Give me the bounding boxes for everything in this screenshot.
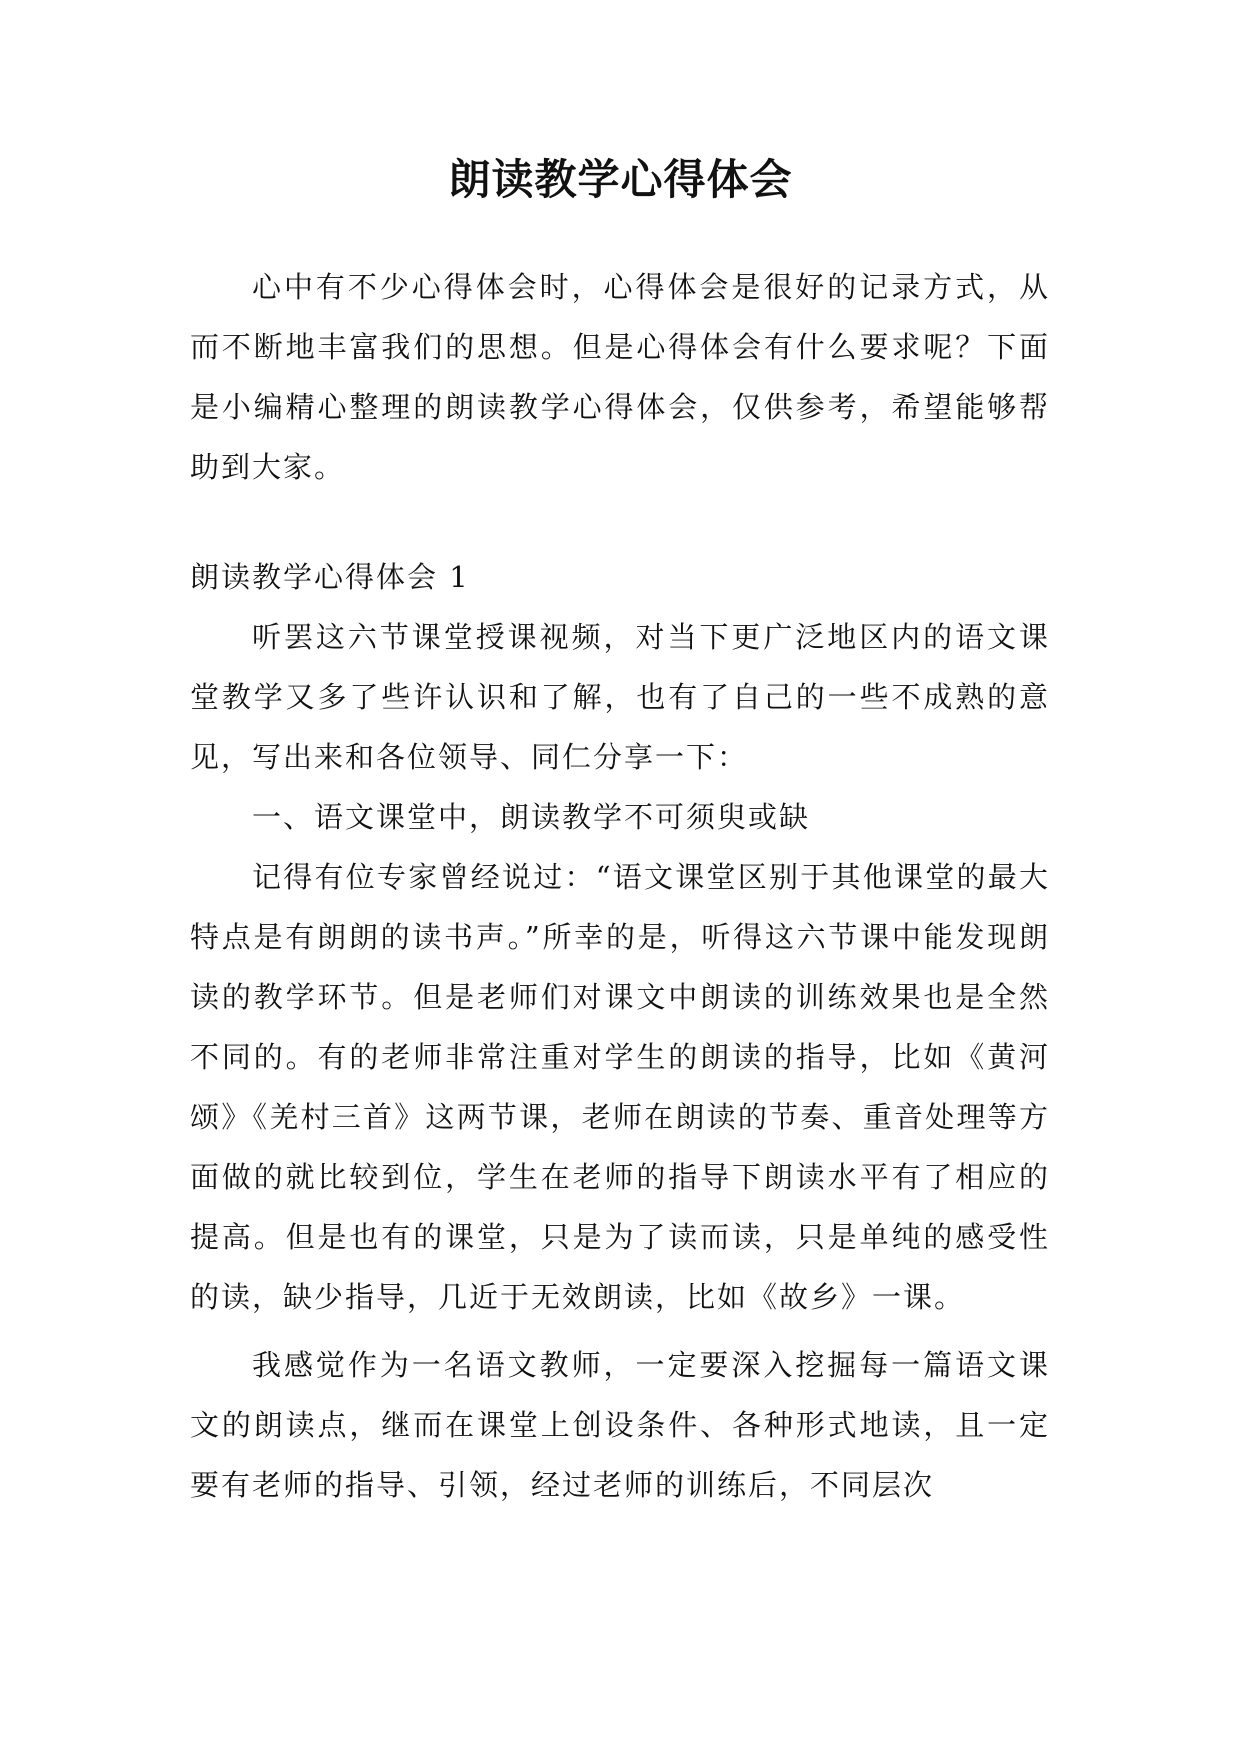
body-paragraph-1: 听罢这六节课堂授课视频，对当下更广泛地区内的语文课堂教学又多了些许认识和了解，也有了自己的一些不成熟的意见，写出来和各位领导、同仁分享一下： — [190, 620, 1050, 774]
subheading-1: 一、语文课堂中，朗读教学不可须臾或缺 — [252, 800, 811, 834]
document-title: 朗读教学心得体会 — [448, 155, 793, 204]
body-paragraph-2: 记得有位专家曾经说过：“语文课堂区别于其他课堂的最大特点是有朗朗的读书声。”所幸的是，听得这六节课中能发现朗读的教学环节。但是老师们对课文中朗读的训练效果也是全然不同的。有的老师非常注重对学生的朗读的指导，比如《黄河颂》《羌村三首》这两节课，老师在朗读的节奏、重音处理等方面做的就比较到位，学生在老师的指导下朗读水平有了相应的提高。但是也有的课堂，只是为了读而读，只是单纯的感受性的读，缺少指导，几近于无效朗读，比如《故乡》一课。 — [190, 860, 1050, 1314]
intro-paragraph: 心中有不少心得体会时，心得体会是很好的记录方式，从而不断地丰富我们的思想。但是心得体会有什么要求呢？下面是小编精心整理的朗读教学心得体会，仅供参考，希望能够帮助到大家。 — [190, 270, 1050, 484]
document-body — [190, 257, 1050, 1515]
body-paragraph-3: 我感觉作为一名语文教师，一定要深入挖掘每一篇语文课文的朗读点，继而在课堂上创设条件、各种形式地读，且一定要有老师的指导、引领，经过老师的训练后，不同层次 — [190, 1348, 1050, 1502]
section-title: 朗读教学心得体会 1 — [190, 560, 470, 594]
